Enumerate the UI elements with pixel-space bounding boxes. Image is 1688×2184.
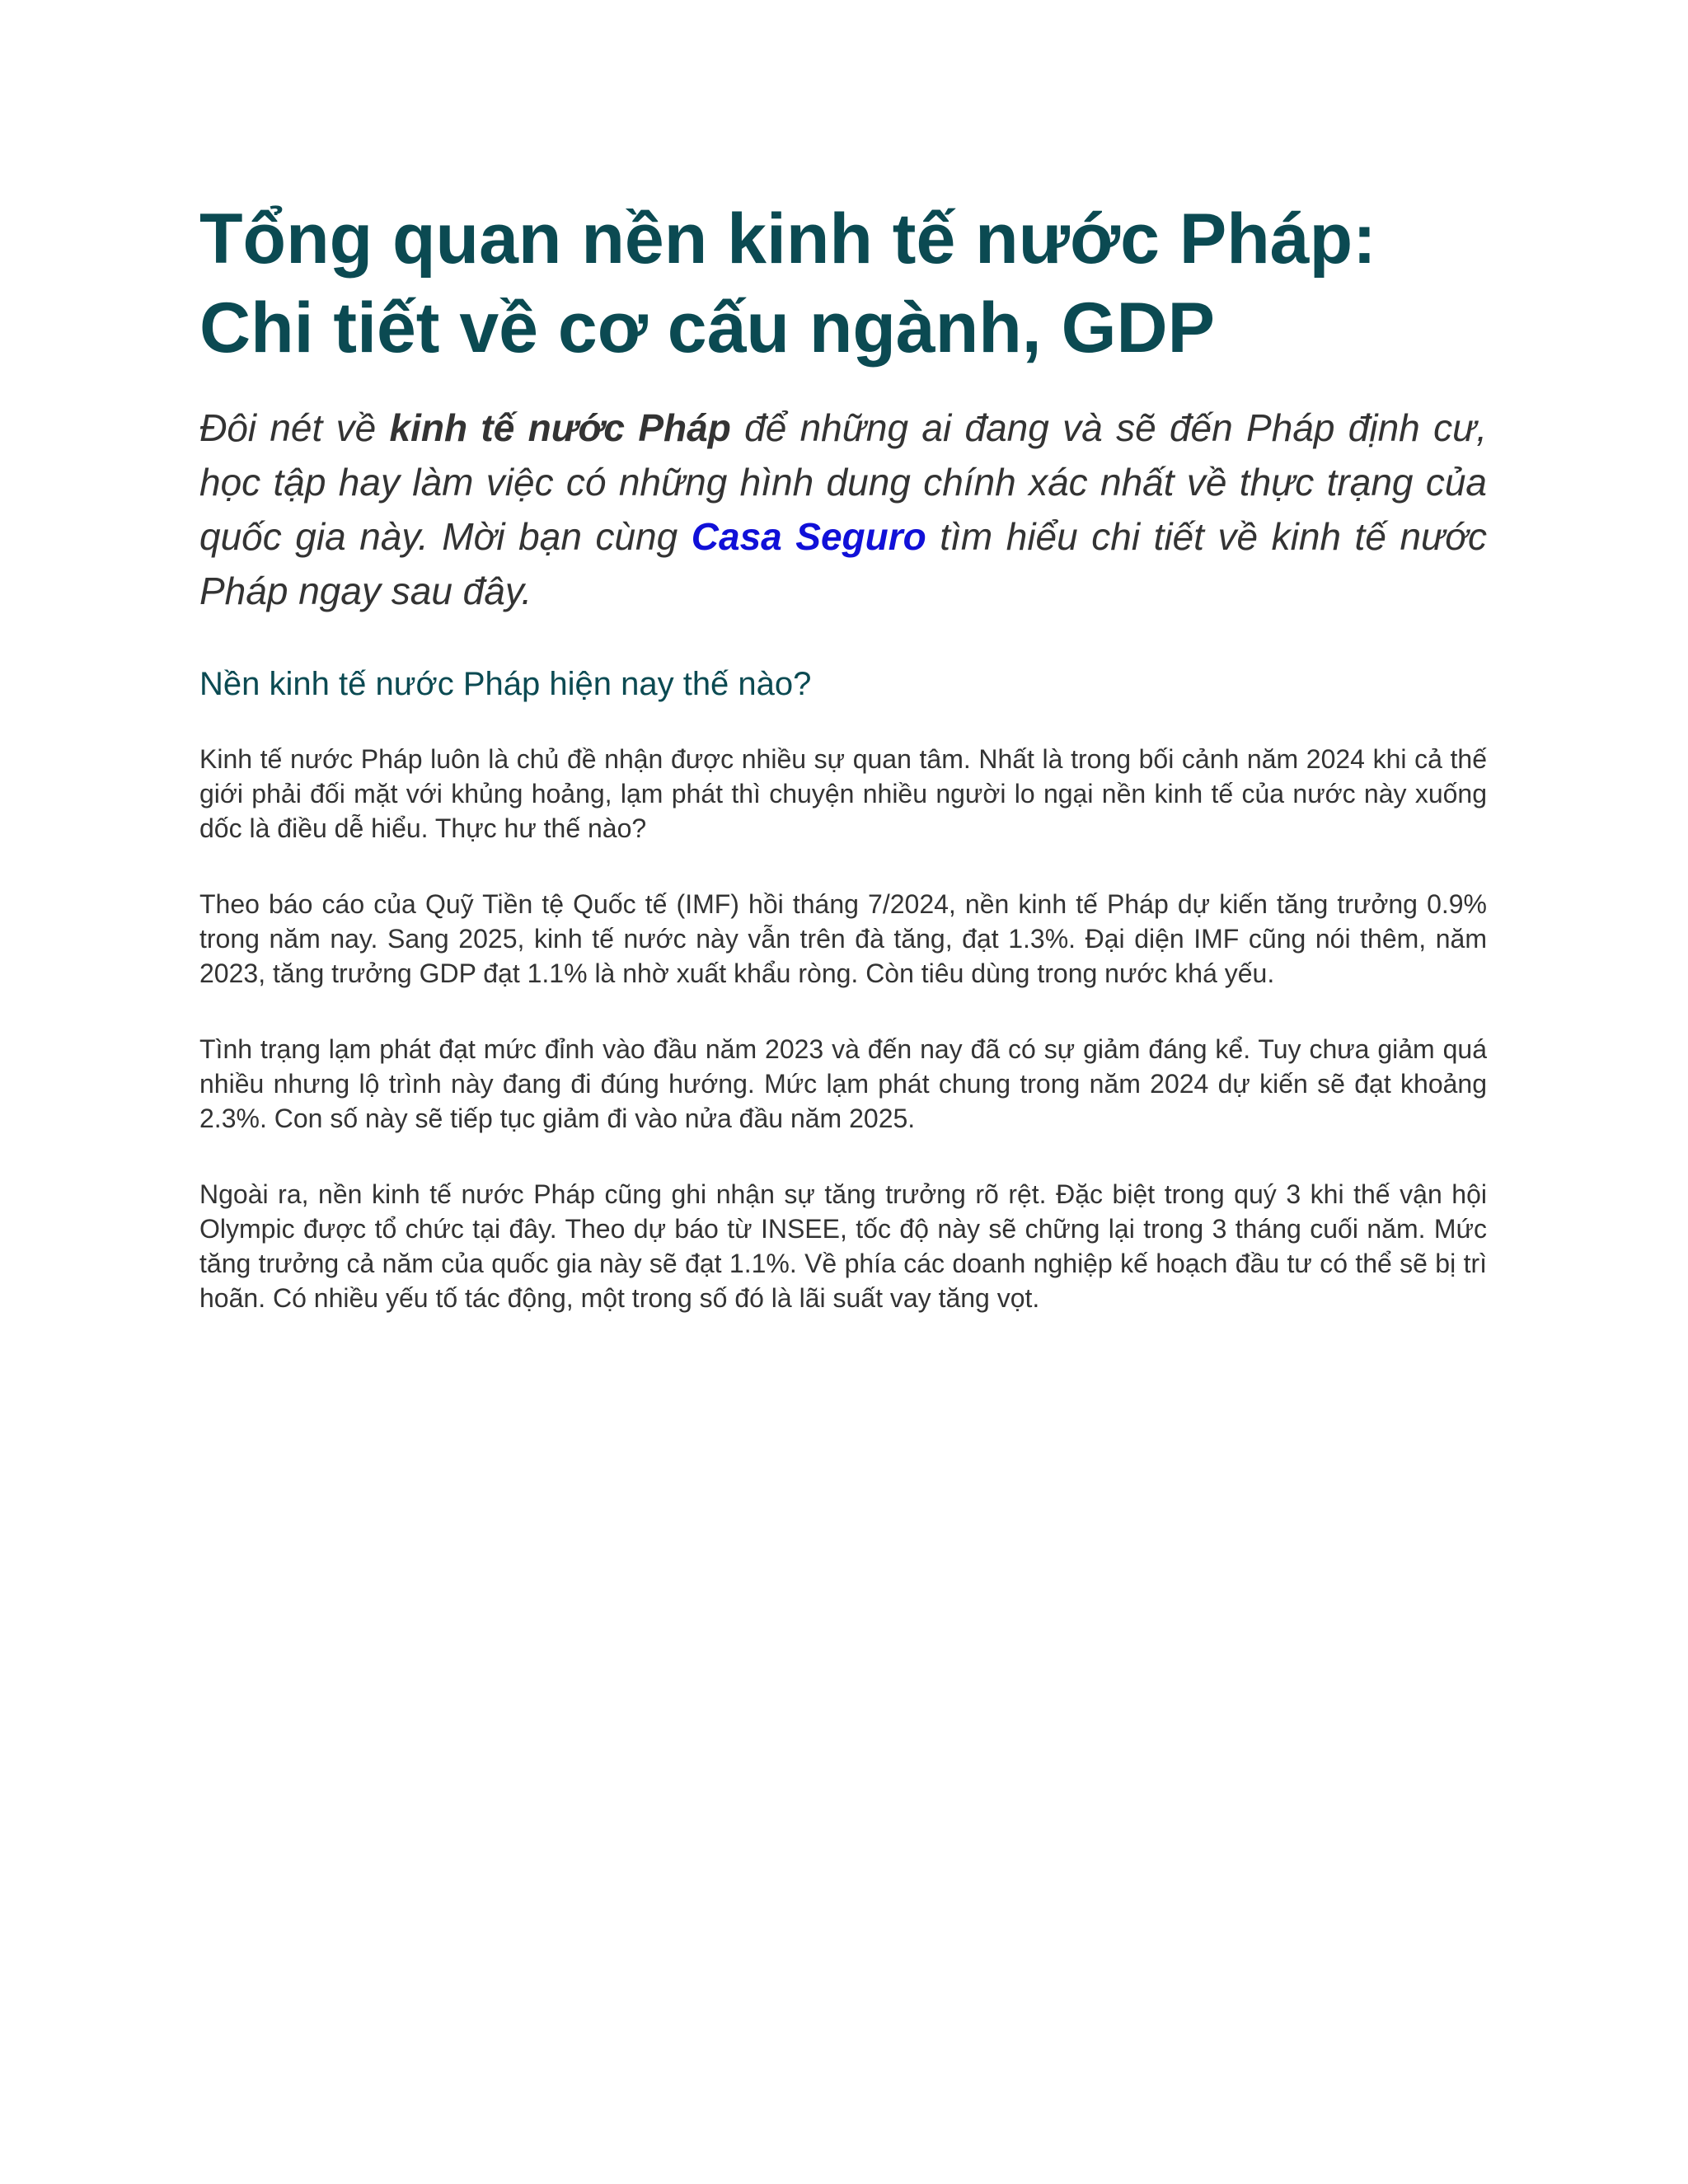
lead-text-2: để những ai đang và sẽ đến Pháp định cư, học tập hay làm việc có những hình dung chính xác nhất về thực trạng của quốc gia này. Mời bạn cùng [199,406,1487,558]
title-line-2: Chi tiết về cơ cấu ngành, GDP [199,288,1215,368]
lead-paragraph [199,401,1487,618]
page-title [199,194,1487,373]
body-paragraph-4: Ngoài ra, nền kinh tế nước Pháp cũng ghi nhận sự tăng trưởng rõ rệt. Đặc biệt trong quý 3 khi thế vận hội Olympic được tổ chức tại đây. Theo dự báo từ INSEE, tốc độ này sẽ chững lại trong 3 tháng cuối năm. Mức tăng trưởng cả năm của quốc gia này sẽ đạt 1.1%. Về phía các doanh nghiệp kế hoạch đầu tư có thể sẽ bị trì hoãn. Có nhiều yếu tố tác động, một trong số đó là lãi suất vay tăng vọt. [199,1179,1487,1313]
title-line-1: Tổng quan nền kinh tế nước Pháp: [199,199,1376,279]
lead-text-1: Đôi nét về [199,406,390,449]
body-paragraph-2: Theo báo cáo của Quỹ Tiền tệ Quốc tế (IMF) hồi tháng 7/2024, nền kinh tế Pháp dự kiến tăng trưởng 0.9% trong năm nay. Sang 2025, kinh tế nước này vẫn trên đà tăng, đạt 1.3%. Đại diện IMF cũng nói thêm, năm 2023, tăng trưởng GDP đạt 1.1% là nhờ xuất khẩu ròng. Còn tiêu dùng trong nước khá yếu. [199,889,1487,988]
document-page [199,194,1487,1315]
lead-bold-keyword: kinh tế nước Pháp [389,406,731,449]
body-paragraph-1: Kinh tế nước Pháp luôn là chủ đề nhận được nhiều sự quan tâm. Nhất là trong bối cảnh năm 2024 khi cả thế giới phải đối mặt với khủng hoảng, lạm phát thì chuyện nhiều người lo ngại nền kinh tế của nước này xuống dốc là điều dễ hiểu. Thực hư thế nào? [199,744,1487,843]
section-heading: Nền kinh tế nước Pháp hiện nay thế nào? [199,666,812,702]
body-paragraph-3: Tình trạng lạm phát đạt mức đỉnh vào đầu năm 2023 và đến nay đã có sự giảm đáng kể. Tuy chưa giảm quá nhiều nhưng lộ trình này đang đi đúng hướng. Mức lạm phát chung trong năm 2024 dự kiến sẽ đạt khoảng 2.3%. Con số này sẽ tiếp tục giảm đi vào nửa đầu năm 2025. [199,1034,1487,1133]
brand-link[interactable]: Casa Seguro [691,515,926,558]
lead-text-3: tìm hiểu chi tiết về kinh tế nước Pháp ngay sau đây. [199,515,1487,612]
